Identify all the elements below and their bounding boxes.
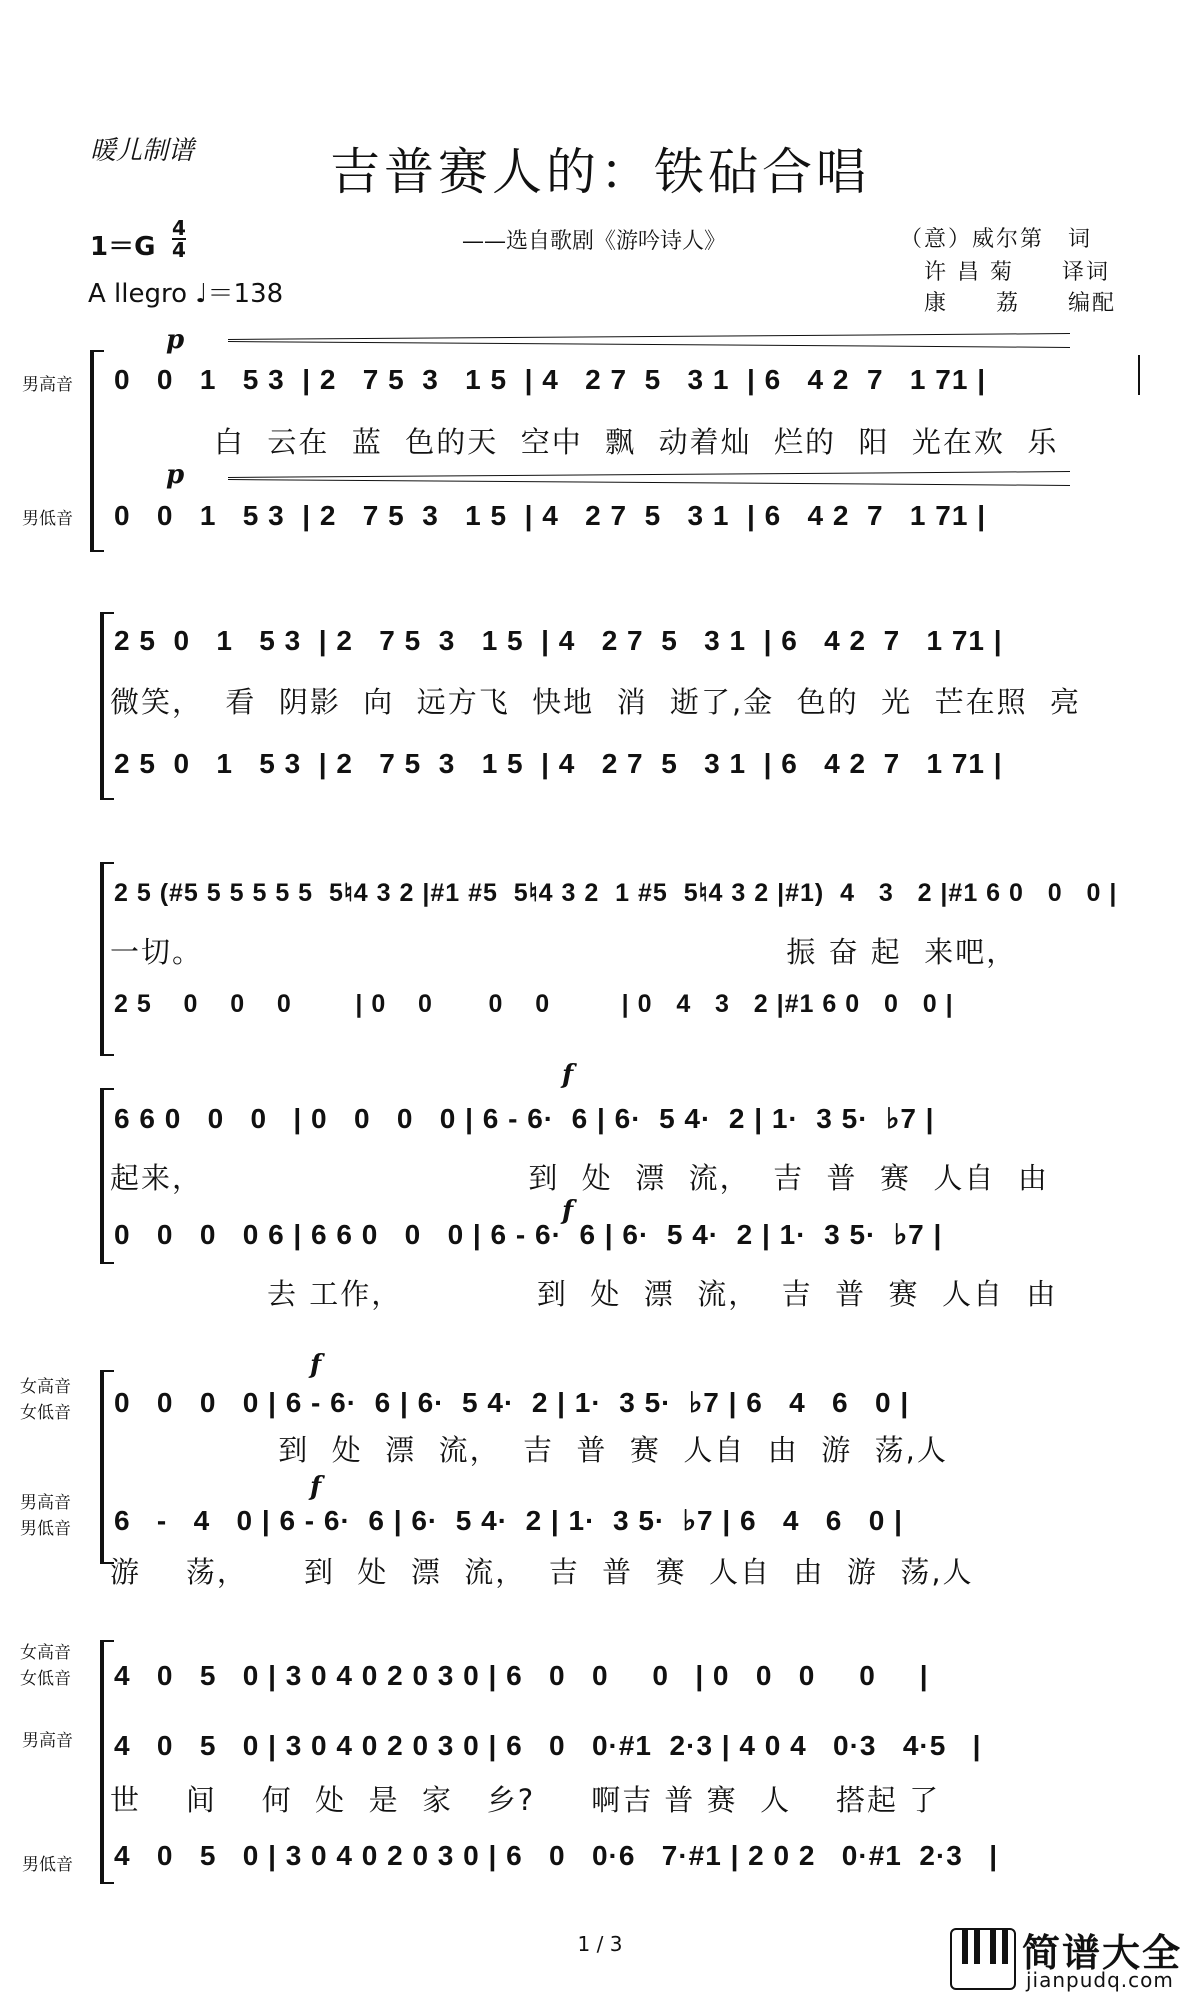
subtitle: ——选自歌剧《游吟诗人》 xyxy=(462,229,727,254)
dynamic-mark: p xyxy=(166,325,185,355)
lyric-line: 起来， 到 处 漂 流， 吉 普 赛 人自 由 xyxy=(110,1161,1049,1195)
notation-line: 2 5 (#5 5 5 5 5 5 5♮4 3 2 |#1 #5 5♮4 3 2 1 #5 5♮4 3 2 |#1) 4 3 2 |#1 6 0 0 0 | xyxy=(114,879,1118,907)
site-logo xyxy=(950,1922,1183,1994)
page-number: 1 / 3 xyxy=(577,1932,623,1956)
voice-label: 女高音 女低音 xyxy=(20,1643,71,1689)
notation-line: 0 0 0 0 | 6 - 6· 6 | 6· 5 4· 2 | 1· 3 5· ♭7 | 6 4 6 0 | xyxy=(114,1387,910,1418)
bar-line xyxy=(1138,355,1140,395)
logo-url: jianpudq.com xyxy=(1026,1968,1174,1992)
arranger-mark: 暖儿制谱 xyxy=(90,136,195,166)
notation-line: 4 0 5 0 | 3 0 4 0 2 0 3 0 | 6 0 0 0 | 0 0 0 0 | xyxy=(114,1660,929,1691)
dynamic-mark: f xyxy=(562,1196,574,1226)
credit-arranger: 康 荔 编配 xyxy=(924,291,1117,316)
lyric-line: 世 间 何 处 是 家 乡? 啊吉 普 赛 人 搭起 了 xyxy=(110,1783,941,1817)
lyric-line: 到 处 漂 流， 吉 普 赛 人自 由 游 荡,人 xyxy=(110,1433,948,1467)
notation-line: 0 0 1 5 3 | 2 7 5 3 1 5 | 4 2 7 5 3 1 | 6 4 2 7 1 71 | xyxy=(114,500,987,531)
notation-line: 6 - 4 0 | 6 - 6· 6 | 6· 5 4· 2 | 1· 3 5· ♭7 | 6 4 6 0 | xyxy=(114,1505,903,1536)
dynamic-mark: p xyxy=(166,460,185,490)
lyric-line: 一切。 振 奋 起 来吧， xyxy=(110,935,1018,969)
dynamic-mark: f xyxy=(562,1060,574,1090)
tempo-marking: A llegro ♩＝138 xyxy=(88,279,284,309)
meter-top: 4 xyxy=(172,216,186,240)
dynamic-mark: f xyxy=(310,1472,322,1502)
notation-line: 6 6 0 0 0 | 0 0 0 0 | 6 - 6· 6 | 6· 5 4· 2 | 1· 3 5· ♭7 | xyxy=(114,1103,935,1134)
system-brace xyxy=(100,1640,114,1884)
notation-line: 2 5 0 1 5 3 | 2 7 5 3 1 5 | 4 2 7 5 3 1 | 6 4 2 7 1 71 | xyxy=(114,748,1003,779)
notation-line: 0 0 0 0 6 | 6 6 0 0 0 | 6 - 6· 6 | 6· 5 4· 2 | 1· 3 5· ♭7 | xyxy=(114,1219,943,1250)
voice-label: 男高音 xyxy=(22,1731,73,1751)
voice-label: 男高音 xyxy=(22,375,73,395)
key-signature: 1＝G xyxy=(90,232,156,262)
song-title: 吉普赛人的：铁砧合唱 xyxy=(330,143,870,201)
dynamic-mark: f xyxy=(310,1350,322,1380)
notation-line: 4 0 5 0 | 3 0 4 0 2 0 3 0 | 6 0 0·6 7·#1 | 2 0 2 0·#1 2·3 | xyxy=(114,1840,999,1871)
time-signature xyxy=(172,218,186,260)
meter-bottom: 4 xyxy=(172,238,186,262)
voice-label: 男低音 xyxy=(22,509,73,529)
notation-line: 0 0 1 5 3 | 2 7 5 3 1 5 | 4 2 7 5 3 1 | 6 4 2 7 1 71 | xyxy=(114,364,987,395)
voice-label: 男高音 男低音 xyxy=(20,1493,71,1539)
lyric-line: 白 云在 蓝 色的天 空中 飘 动着灿 烂的 阳 光在欢 乐 xyxy=(214,425,1059,459)
credit-lyricist: （意）威尔第 词 xyxy=(900,227,1093,252)
notation-line: 2 5 0 1 5 3 | 2 7 5 3 1 5 | 4 2 7 5 3 1 | 6 4 2 7 1 71 | xyxy=(114,625,1003,656)
lyric-line: 去 工作， 到 处 漂 流， 吉 普 赛 人自 由 xyxy=(110,1277,1058,1311)
lyric-line: 微笑， 看 阴影 向 远方飞 快地 消 逝了,金 色的 光 芒在照 亮 xyxy=(110,685,1082,719)
voice-label: 女高音 女低音 xyxy=(20,1377,71,1423)
system-brace xyxy=(90,350,104,552)
credit-translator: 许 昌 菊 译词 xyxy=(924,260,1110,285)
notation-line: 4 0 5 0 | 3 0 4 0 2 0 3 0 | 6 0 0·#1 2·3 | 4 0 4 0·3 4·5 | xyxy=(114,1730,982,1761)
notation-line: 2 5 0 0 0 | 0 0 0 0 | 0 4 3 2 |#1 6 0 0 0 | xyxy=(114,990,954,1018)
piano-icon xyxy=(950,1928,1016,1990)
voice-label: 男低音 xyxy=(22,1855,73,1875)
lyric-line: 游 荡， 到 处 漂 流， 吉 普 赛 人自 由 游 荡,人 xyxy=(110,1555,974,1589)
logo-text: 简谱大全 xyxy=(1022,1931,1183,1975)
